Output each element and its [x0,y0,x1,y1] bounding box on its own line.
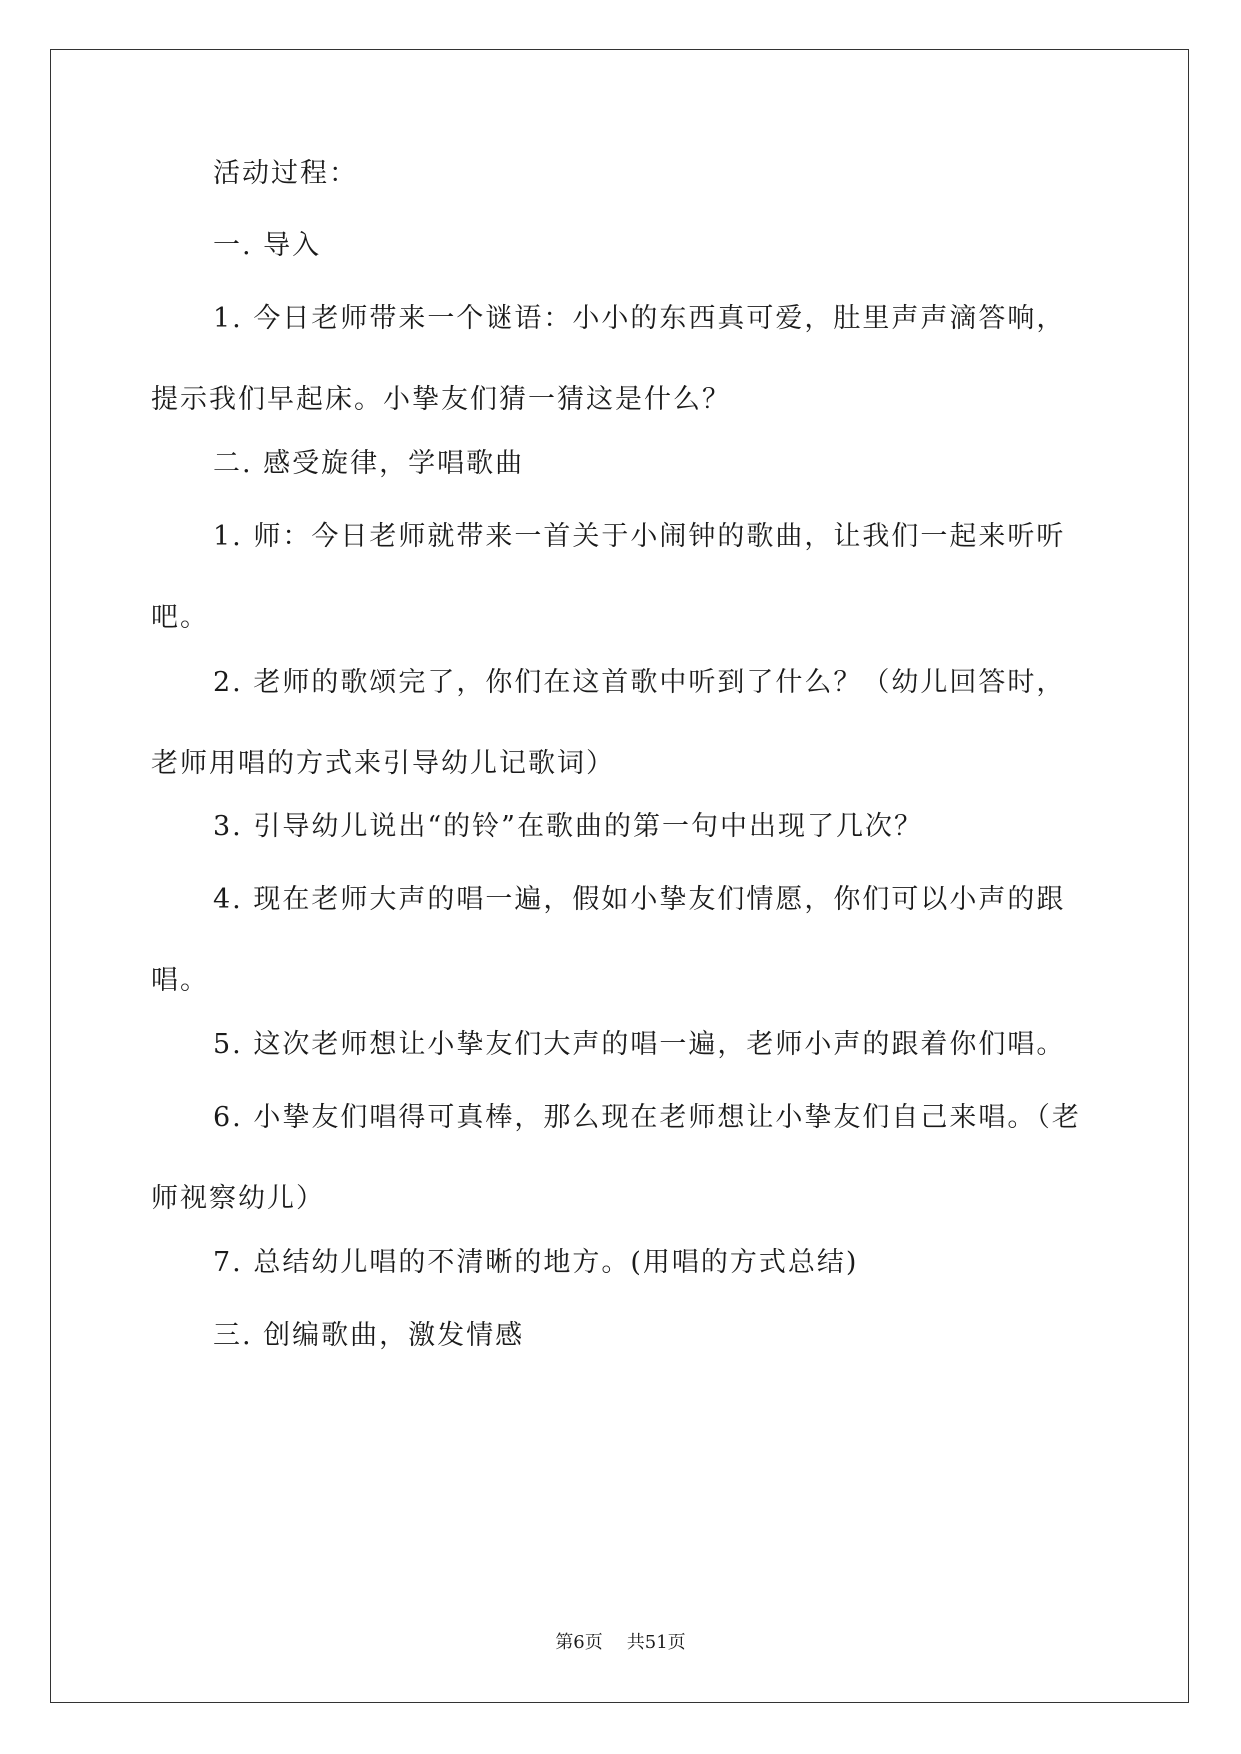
paragraph-section-3-heading: 三. 创编歌曲，激发情感 [213,1320,525,1351]
total-pages: 共51页 [626,1632,686,1653]
page-number: 第6页 [555,1632,603,1653]
paragraph-riddle: 1. 今日老师带来一个谜语：小小的东西真可爱，肚里声声滴答响，提示我们早起床。小挚友们猜一猜这是什么？ [151,303,1066,415]
paragraph-activity-process: 活动过程： [213,158,358,189]
paragraph-step-5: 5. 这次老师想让小挚友们大声的唱一遍，老师小声的跟着你们唱。 [213,1029,1066,1060]
paragraph-step-3: 3. 引导幼儿说出“的铃”在歌曲的第一句中出现了几次？ [213,811,923,842]
paragraph-section-1-heading: 一. 导入 [213,230,322,261]
paragraph-step-7: 7. 总结幼儿唱的不清晰的地方。(用唱的方式总结) [213,1247,859,1278]
page-footer [0,1628,1241,1654]
paragraph-step-1: 1. 师：今日老师就带来一首关于小闹钟的歌曲，让我们一起来听听吧。 [151,521,1066,633]
paragraph-section-2-heading: 二. 感受旋律，学唱歌曲 [213,448,525,479]
paragraph-step-2: 2. 老师的歌颂完了，你们在这首歌中听到了什么？（幼儿回答时，老师用唱的方式来引导幼儿记歌词） [151,667,1066,779]
paragraph-step-4: 4. 现在老师大声的唱一遍，假如小挚友们情愿，你们可以小声的跟唱。 [151,884,1066,996]
paragraph-step-6: 6. 小挚友们唱得可真棒，那么现在老师想让小挚友们自己来唱。（老师视察幼儿） [151,1102,1081,1214]
